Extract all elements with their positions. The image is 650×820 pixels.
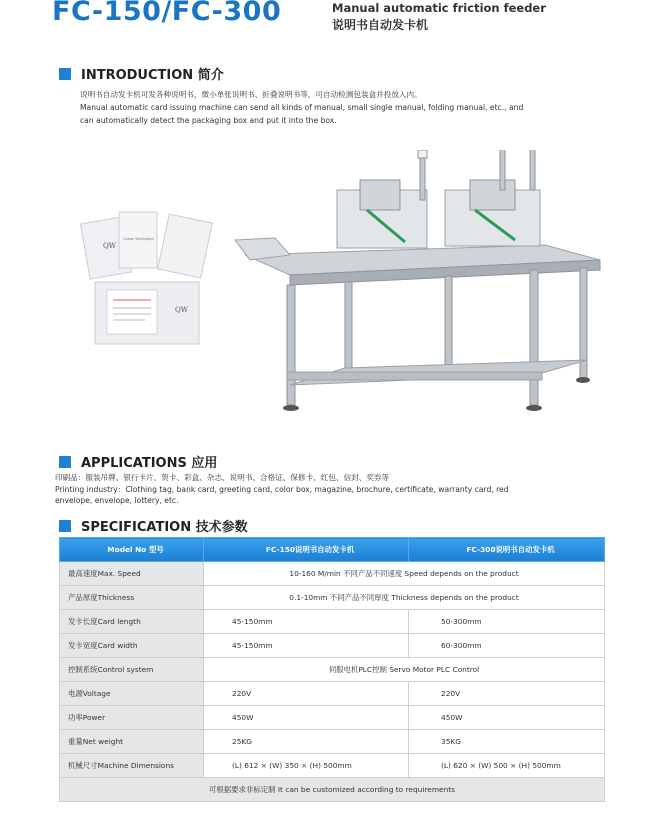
row-label: 发卡宽度Card width	[60, 634, 204, 658]
row-value: 伺服电机PLC控制 Servo Motor PLC Control	[204, 658, 605, 682]
table-footer-row	[60, 778, 605, 802]
sample-logo-text: QW	[103, 242, 116, 250]
specification-title: SPECIFICATION 技术参数	[81, 520, 248, 535]
row-value-fc150: 45-150mm	[204, 610, 409, 634]
specification-table	[59, 537, 605, 802]
header-fc300: FC-300说明书自动发卡机	[409, 538, 605, 562]
machine-photo	[75, 150, 625, 450]
section-marker-icon	[59, 520, 71, 532]
table-header-row	[60, 538, 605, 562]
table-row	[60, 634, 605, 658]
introduction-heading	[59, 64, 224, 83]
row-value-fc150: 450W	[204, 706, 409, 730]
row-label: 产品厚度Thickness	[60, 586, 204, 610]
introduction-title: INTRODUCTION 简介	[81, 68, 224, 83]
row-value-fc300: 60-300mm	[409, 634, 605, 658]
introduction-line-en-1: Manual automatic card issuing machine can send all kinds of manual, small single manual, folding manual, etc., and	[80, 103, 524, 112]
row-value-fc150: 25KG	[204, 730, 409, 754]
row-label: 发卡长度Card length	[60, 610, 204, 634]
applications-line-en-2: envelope, envelope, lottery, etc.	[55, 496, 179, 505]
table-row	[60, 658, 605, 682]
row-value: 10-160 M/min 不同产品不同速度 Speed depends on the product	[204, 562, 605, 586]
row-label: 电源Voltage	[60, 682, 204, 706]
applications-line-en-1: Printing industry：Clothing tag, bank card, greeting card, color box, magazine, brochure, certificate, warranty card, red	[55, 484, 509, 494]
page-header	[0, 0, 650, 40]
header-fc150: FC-150说明书自动发卡机	[204, 538, 409, 562]
introduction-line-en-2: can automatically detect the packaging box and put it into the box.	[80, 116, 337, 125]
table-row	[60, 754, 605, 778]
table-footer-note: 可根据要求非标定制 It can be customized according to requirements	[60, 778, 605, 802]
sample-caption-text: Ocean Wellington	[123, 237, 154, 241]
row-value-fc150: (L) 612 × (W) 350 × (H) 500mm	[204, 754, 409, 778]
table-row	[60, 610, 605, 634]
row-value-fc150: 220V	[204, 682, 409, 706]
row-value-fc300: 35KG	[409, 730, 605, 754]
sample-logo-text-2: QW	[175, 306, 188, 314]
row-value-fc300: 450W	[409, 706, 605, 730]
subtitle-english: Manual automatic friction feeder	[332, 1, 546, 15]
table-row	[60, 562, 605, 586]
row-value-fc300: (L) 620 × (W) 500 × (H) 500mm	[409, 754, 605, 778]
row-label: 重量Net weight	[60, 730, 204, 754]
subtitle-chinese: 说明书自动发卡机	[332, 18, 429, 32]
row-value-fc150: 45-150mm	[204, 634, 409, 658]
table-row	[60, 682, 605, 706]
row-label: 功率Power	[60, 706, 204, 730]
introduction-line-cn: 说明书自动发卡机可发各种说明书，微小单张说明书、折叠说明书等，可自动检测包装盒并投放入内。	[80, 90, 422, 99]
row-value: 0.1-10mm 不同产品不同厚度 Thickness depends on the product	[204, 586, 605, 610]
applications-heading	[59, 452, 217, 471]
model-title: FC-150/FC-300	[52, 0, 282, 27]
table-row	[60, 586, 605, 610]
introduction-text	[80, 88, 610, 127]
table-row	[60, 730, 605, 754]
row-label: 最高速度Max. Speed	[60, 562, 204, 586]
applications-title: APPLICATIONS 应用	[81, 456, 218, 471]
row-label: 机械尺寸Machine Dimensions	[60, 754, 204, 778]
header-model: Model No 型号	[60, 538, 204, 562]
row-value-fc300: 220V	[409, 682, 605, 706]
feeder-machine-image	[235, 150, 600, 411]
row-label: 控制系统Control system	[60, 658, 204, 682]
section-marker-icon	[59, 456, 71, 468]
specification-heading	[59, 516, 248, 535]
row-value-fc300: 50-300mm	[409, 610, 605, 634]
sample-cards-image	[80, 212, 212, 344]
section-marker-icon	[59, 68, 71, 80]
table-row	[60, 706, 605, 730]
applications-text	[55, 472, 615, 507]
applications-line-cn: 印刷品：服装吊牌、银行卡片、贺卡、彩盒、杂志、说明书、合格证、保修卡、红包、信封、奖券等	[55, 473, 390, 482]
